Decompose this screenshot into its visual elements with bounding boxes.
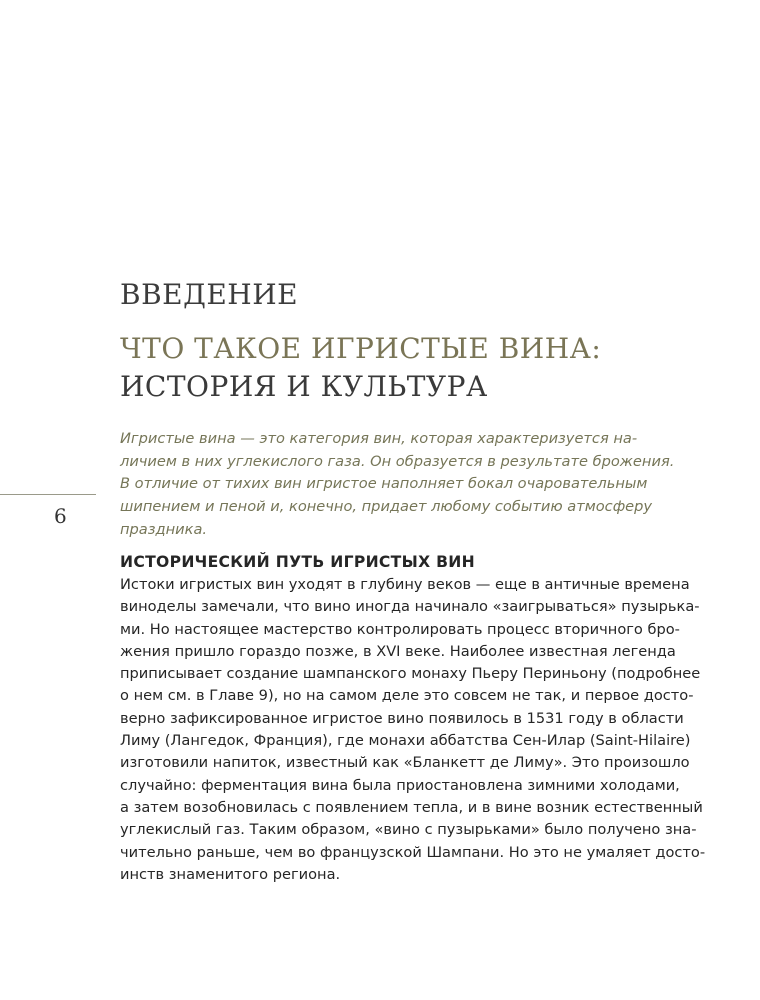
body-line: случайно: ферментация вина была приостановлена зимними холодами, (120, 776, 680, 794)
body-line: изготовили напиток, известный как «Бланкетт де Лиму». Это произошло (120, 754, 690, 772)
body-line: углекислый газ. Таким образом, «вино с пузырьками» было получено зна- (120, 821, 697, 839)
body-line: верно зафиксированное игристое вино появилось в 1531 году в области (120, 709, 684, 727)
lead-line: шипением и пеной и, конечно, придает любому событию атмосферу (120, 498, 653, 516)
lead-line: В отличие от тихих вин игристое наполняет бокал очаровательным (120, 475, 648, 493)
body-line: Истоки игристых вин уходят в глубину веков — еще в античные времена (120, 576, 690, 593)
body-line: о нем см. в Главе 9), но на самом деле это совсем не так, и первое досто- (120, 687, 694, 705)
chapter-title-line-2: ИСТОРИЯ И КУЛЬТУРА (120, 370, 488, 403)
section-subheading: ИСТОРИЧЕСКИЙ ПУТЬ ИГРИСТЫХ ВИН (120, 553, 476, 571)
body-line: жения пришло гораздо позже, в XVI веке. Наиболее известная легенда (120, 642, 676, 660)
body-line: виноделы замечали, что вино иногда начинало «заигрываться» пузырька- (120, 598, 700, 616)
margin-rule (0, 494, 96, 495)
lead-paragraph (120, 428, 680, 542)
body-line: Лиму (Лангедок, Франция), где монахи аббатства Сен-Илар (Saint-Hilaire) (120, 732, 691, 750)
body-line: приписывает создание шампанского монаху Пьеру Периньону (подробнее (120, 665, 701, 683)
body-line: а затем возобновилась с появлением тепла, и в вине возник естественный (120, 798, 703, 816)
chapter-title (120, 330, 601, 406)
lead-line: праздника. (120, 520, 208, 538)
body-line: чительно раньше, чем во французской Шампани. Но это не умаляет досто- (120, 843, 706, 861)
chapter-title-line-1: ЧТО ТАКОЕ ИГРИСТЫЕ ВИНА: (120, 332, 602, 365)
lead-line: Игристые вина — это категория вин, которая характеризуется на- (120, 430, 638, 447)
page-number: 6 (54, 504, 67, 528)
body-line: ми. Но настоящее мастерство контролировать процесс вторичного бро- (120, 620, 680, 638)
section-kicker: ВВЕДЕНИЕ (120, 278, 299, 311)
body-paragraph (120, 574, 706, 886)
body-line: инств знаменитого региона. (120, 865, 341, 883)
lead-line: личием в них углекислого газа. Он образуется в результате брожения. (120, 452, 675, 470)
